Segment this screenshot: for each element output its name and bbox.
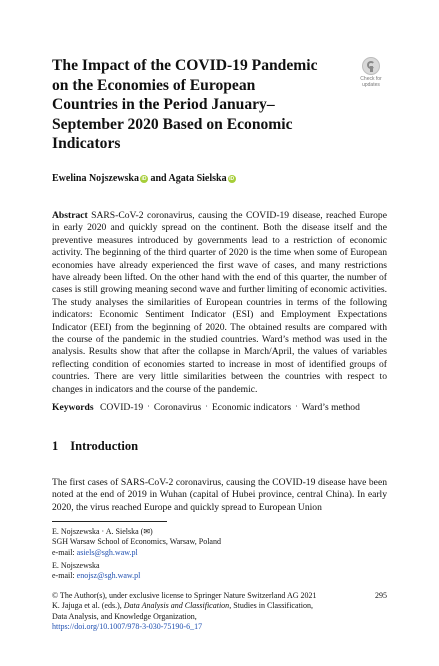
copyright-block bbox=[52, 591, 362, 632]
title-line: September 2020 Based on Economic bbox=[52, 115, 293, 133]
check-for-updates-icon bbox=[362, 57, 380, 75]
orcid-icon[interactable]: iD bbox=[229, 176, 235, 182]
citation-line: K. Jajuga et al. (eds.), Data Analysis and Classification, Studies in Classification, bbox=[52, 601, 313, 611]
affiliation-institution: SGH Warsaw School of Economics, Warsaw, Poland bbox=[52, 537, 221, 547]
author-name: Agata Sielska bbox=[168, 173, 227, 184]
keyword: Coronavirus bbox=[153, 402, 202, 413]
affiliation-1 bbox=[52, 527, 382, 558]
title-line: The Impact of the COVID-19 Pandemic bbox=[52, 57, 318, 74]
page-number: 295 bbox=[375, 591, 387, 600]
section-number: 1 bbox=[52, 439, 59, 453]
section-heading bbox=[52, 439, 138, 454]
title-line: on the Economies of European bbox=[52, 76, 256, 94]
title-line: Indicators bbox=[52, 135, 121, 152]
keyword: COVID-19 bbox=[99, 402, 144, 413]
affiliation-names: E. Nojszewska · A. Sielska (✉) bbox=[52, 527, 153, 536]
email-link[interactable]: enojsz@sgh.waw.pl bbox=[76, 571, 141, 581]
affiliation-email-line: e-mail: enojsz@sgh.waw.pl bbox=[52, 571, 141, 581]
email-link[interactable]: asiels@sgh.waw.pl bbox=[76, 547, 138, 557]
paper-title bbox=[52, 56, 352, 154]
orcid-icon[interactable]: iD bbox=[141, 176, 147, 182]
copyright-line: © The Author(s), under exclusive license to Springer Nature Switzerland AG 2021 bbox=[52, 591, 317, 600]
footnote-divider bbox=[52, 521, 167, 522]
abstract bbox=[52, 210, 387, 396]
keywords bbox=[52, 401, 392, 414]
doi-link[interactable]: https://doi.org/10.1007/978-3-030-75190-6_17 bbox=[52, 621, 203, 631]
keyword: Ward’s method bbox=[301, 402, 360, 413]
abstract-label: Abstract bbox=[52, 210, 88, 221]
author-connector: and bbox=[150, 173, 167, 184]
author-name: Ewelina Nojszewska bbox=[52, 173, 139, 184]
section-title: Introduction bbox=[70, 439, 139, 453]
abstract-text: SARS-CoV-2 coronavirus, causing the COVID-19 disease, reached Europe in early 2020 and quickly spread on the continent. Both the disease itself and the preventive measures introduced by governments lead to a restriction of economic activity. The beginning of the third quarter of 2020 is the time when some of European economies have already experienced the first wave of cases, and many restrictions have already been lifted. On the other hand with the end of this quarter, the number of cases is still growing meaning second wave and further limiting of economic activities. The study analyses the similarities of European countries in terms of the following indicators: Economic Sentiment Indicator (ESI) and Employment Expectations Indicator (EEI) from the beginning of 2020. The obtained results are compared with the course of the pandemic in the studied countries. Ward’s method was used in the analysis. Results show that after the collapse in March/April, the values of variables reflecting condition of economies started to increase in most of identified groups of countries. There are very little similarities between the countries with respect to changes in indicators and the course of the pandemic. bbox=[52, 210, 387, 395]
keyword: Economic indicators bbox=[211, 402, 292, 413]
keyword-separator: · bbox=[147, 402, 150, 411]
title-line: Countries in the Period January– bbox=[52, 96, 275, 113]
check-for-updates-label: Check for updates bbox=[360, 76, 382, 88]
book-title: Data Analysis and Classification bbox=[123, 601, 230, 611]
affiliation-2 bbox=[52, 561, 382, 582]
keyword-separator: · bbox=[295, 402, 298, 411]
check-for-updates-badge[interactable] bbox=[356, 57, 386, 93]
affiliation-email-line: e-mail: asiels@sgh.waw.pl bbox=[52, 547, 138, 557]
author-list bbox=[52, 173, 392, 185]
affiliation-names: E. Nojszewska bbox=[52, 561, 100, 570]
series-line: Data Analysis, and Knowledge Organization, bbox=[52, 611, 197, 621]
keywords-label: Keywords bbox=[52, 402, 94, 413]
keyword-separator: · bbox=[205, 402, 208, 411]
intro-paragraph: The first cases of SARS-CoV-2 coronavirus, causing the COVID-19 disease have been noted at the end of 2019 in Wuhan (capital of Hubei province, central China). In early 2020, the virus reached Europe and quickly spread to European Union bbox=[52, 477, 387, 513]
